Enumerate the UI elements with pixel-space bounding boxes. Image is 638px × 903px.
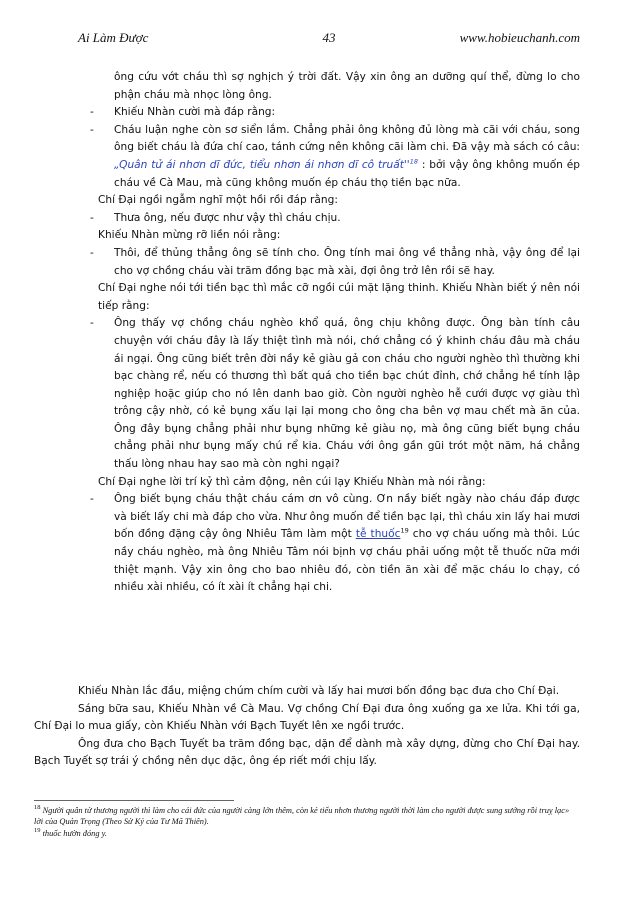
dialogue-line: - Thôi, để thủng thẳng ông sẽ tính cho. Ông tính mai ông về thẳng nhà, vậy ông để lại cho vợ chồng cháu vài trăm đồng bạc mà xài, đợi ông trở lên rồi sẽ hay. bbox=[78, 245, 580, 280]
paragraph: Khiếu Nhàn mừng rỡ liền nói rằng: bbox=[98, 229, 281, 242]
paragraph: Khiếu Nhàn lắc đầu, miệng chúm chím cười và lấy hai mươi bốn đồng bạc đưa cho Chí Đại. bbox=[78, 685, 560, 697]
dialogue-line: - Ông thấy vợ chồng cháu nghèo khổ quá, ông chịu không được. Ông bàn tính câu chuyện với cháu đây là lấy thiệt tình mà nói, chớ chẳng có ý khinh cháu đâu mà cháu ái ngại. Ông cũng biết trên đời nầy kẻ giàu gả con cháu cho người nghèo thì thường khi bạc chàng rể, nếu có thương thì bất quá cho tiền bạc chút đỉnh, chớ chẳng hề tính lập nghiệp hoặc giúp cho nó lên danh bao giờ. Còn người nghèo hễ cưới được vợ giàu thì trông cậy nhờ, có kẻ bụng xấu lại lại mong cho ông cha bên vợ mau chết mà ăn của. Ông đây bụng chẳng phải như bụng những kẻ giàu nọ, mà ông cũng biết bụng cháu chẳng phải như bụng mấy chú rể kia. Cháu với ông gần gũi trót một năm, há chẳng thấu lòng nhau hay sao mà còn nghi ngại? bbox=[78, 315, 580, 473]
paragraph: Chí Đại nghe nói tới tiền bạc thì mắc cỡ ngồi cúi mặt lặng thinh. Khiếu Nhàn biết ý nên nói tiếp rằng: bbox=[98, 282, 580, 312]
paragraph: ông cứu vớt cháu thì sợ nghịch ý trời đất. Vậy xin ông an dưỡng quí thể, đừng lo cho phận cháu mà nhọc lòng ông. bbox=[114, 71, 580, 101]
quotation: „Quân tử ái nhơn dĩ đức, tiểu nhơn ái nhơn dĩ cô truất'' bbox=[114, 158, 410, 171]
footnote: $^{18}$ Người quân tử thương người thì làm cho cái đức của người càng lớn thêm, còn kẻ tiểu nhơn thương người thời làm cho người được sung sướng rồi truỵ lạc» lời của Quản Trọng (Theo Sử Ký của Tư Mã Thiên). bbox=[34, 804, 570, 827]
footnote-divider bbox=[34, 800, 234, 801]
dialogue-line: - Cháu luận nghe còn sơ siển lắm. Chẳng phải ông không đủ lòng mà cãi với cháu, song ông biết cháu là đứa chí cao, tánh cứng nên không cãi làm chi. Đã vậy mà sách có câu: „Quân tử ái nhơn dĩ đức, tiểu nhơn ái nhơn dĩ cô truất''$^{18}$ : bởi vậy ông không muốn ép cháu về Cà Mau, mà cũng không muốn ép cháu thọ tiền bạc nữa. bbox=[78, 122, 580, 192]
paragraph: Chí Đại nghe lời trí kỷ thì cảm động, nên cúi lạy Khiếu Nhàn mà nói rằng: bbox=[98, 475, 486, 488]
closing-text bbox=[34, 683, 580, 771]
main-text bbox=[78, 69, 580, 597]
paragraph: Ông đưa cho Bạch Tuyết ba trăm đồng bạc, dặn để dành mà xây dựng, đừng cho Chí Đại hay. Bạch Tuyết sợ trái ý chồng nên dục dặc, ông ép riết mới chịu lấy. bbox=[34, 737, 580, 768]
page-number: 43 bbox=[322, 30, 336, 45]
paragraph: Sáng bữa sau, Khiếu Nhàn về Cà Mau. Vợ chồng Chí Đại đưa ông xuống ga xe lửa. Khi tới ga, Chí Đại lo mua giấy, còn Khiếu Nhàn với Bạch Tuyết lên xe ngồi trước. bbox=[34, 702, 580, 733]
dialogue-line: - Thưa ông, nếu được như vậy thì cháu chịu. bbox=[78, 210, 580, 228]
footnotes bbox=[34, 805, 580, 839]
term-link[interactable]: tễ thuốc bbox=[355, 528, 401, 541]
website-url[interactable]: www.hobieuchanh.com bbox=[459, 30, 580, 45]
paragraph: Chí Đại ngồi ngẫm nghĩ một hồi rồi đáp rằng: bbox=[98, 194, 338, 207]
dialogue-line: - Khiếu Nhàn cười mà đáp rằng: bbox=[78, 104, 580, 122]
page-header bbox=[78, 30, 580, 48]
footnote: $^{19}$ thuốc hườn đóng y. bbox=[34, 827, 107, 838]
dialogue-line: - Ông biết bụng cháu thật cháu cám ơn vô cùng. Ơn nầy biết ngày nào cháu đáp được và biết lấy chi mà đáp cho vừa. Như ông muốn để tiền bạc lại, thì cháu xin lấy hai mươi bốn đồng đặng cậy ông Nhiêu Tâm làm một tễ thuốc$^{19}$ cho vợ cháu uống mà thôi. Lúc nầy cháu nghèo, mà ông Nhiêu Tâm nói bịnh vợ cháu phải uống một tễ thuốc nữa mới thiệt mạnh. Vậy xin ông cho bao nhiêu đó, còn tiền ăn xài để mặc cháu lo chạy, có nhiều xài nhiều, có ít xài ít chẳng hại chi. bbox=[78, 491, 580, 597]
footnote-ref[interactable]: 18 bbox=[409, 157, 418, 166]
footnote-ref[interactable]: 19 bbox=[400, 526, 409, 535]
book-title: Ai Làm Được bbox=[78, 30, 149, 45]
